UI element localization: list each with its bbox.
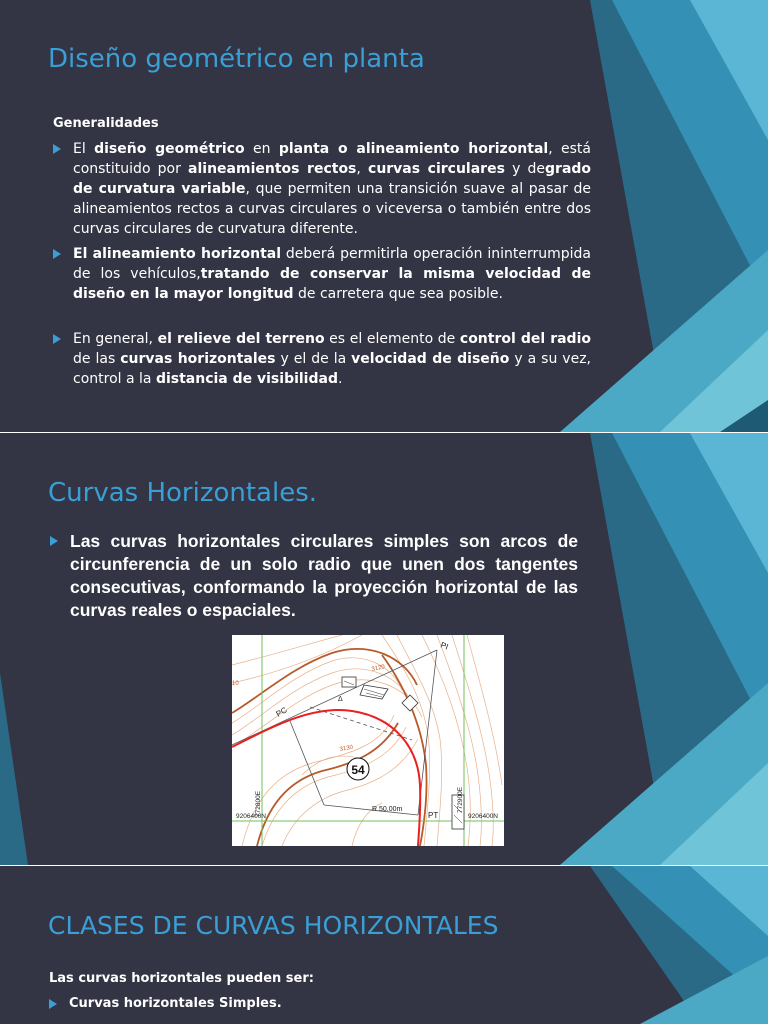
bullet-3-run-7: velocidad de diseño	[351, 351, 510, 367]
bullet-3-run-4: de las	[73, 351, 121, 367]
label-east-left: 772800E	[255, 790, 262, 817]
bullet-1-run-7: curvas circulares	[368, 161, 505, 177]
slide-1-subtitle: Generalidades	[53, 116, 159, 131]
label-east-right: 772900E	[457, 786, 464, 813]
slide-3	[0, 866, 768, 1024]
slide-3-item-1: Curvas horizontales Simples.	[69, 996, 282, 1011]
bullet-1-run-0: El	[73, 141, 95, 157]
bullet-2-run-2: tratando de conservar la misma velocidad de diseño en la mayor longitud	[73, 266, 591, 302]
bullet-1-run-4: , está constituido por	[73, 141, 591, 177]
slide-1	[0, 0, 768, 432]
slide-3-intro: Las curvas horizontales pueden ser:	[49, 971, 314, 986]
slide-2-bullet: Las curvas horizontales circulares simples son arcos de circunferencia de un solo radio que unen dos tangentes consecutivas, conformando la proyección horizontal de las curvas reales o espaciales.	[70, 531, 578, 620]
label-pt: PT	[428, 811, 439, 820]
bullet-3-run-0: En general,	[73, 331, 158, 347]
bullet-2-run-1: deberá permitirla operación ininterrumpida de los vehículos,	[73, 246, 591, 282]
slide-1-bullet-2	[73, 244, 591, 304]
bullet-icon	[53, 144, 61, 154]
bullet-2-run-0: El alineamiento horizontal	[73, 246, 282, 262]
bullet-3-run-9: distancia de visibilidad	[155, 371, 338, 387]
curve-number: 54	[351, 763, 365, 777]
slide-2-title: Curvas Horizontales.	[48, 478, 318, 508]
bullet-3-run-8: y a su vez, control a la	[73, 351, 592, 387]
bullet-3-run-2: es el elemento de	[324, 331, 460, 347]
slide-1-bullet-3	[73, 329, 591, 389]
label-contour-top: 3120	[371, 664, 386, 673]
label-pc: PC	[274, 705, 289, 719]
slide-1-title: Diseño geométrico en planta	[48, 44, 425, 74]
label-contour-left: 10	[232, 681, 239, 687]
label-north-right: 9206400N	[468, 813, 498, 820]
bullet-1-run-5: alineamientos rectos	[188, 161, 357, 177]
bullet-1-run-10: , que permiten una transición suave al pasar de alineamientos rectos a curvas circulares o viceversa o también entre dos curvas circulares de curvatura diferente.	[73, 181, 591, 237]
bullet-icon	[53, 249, 61, 259]
label-north-left: 9206400N	[236, 813, 266, 820]
label-delta: Δ	[338, 696, 343, 703]
label-pi: PI	[439, 640, 450, 652]
bullet-1-run-1: diseño geométrico	[94, 141, 245, 157]
bullet-3-run-3: control del radio	[459, 331, 591, 347]
bullet-icon	[50, 536, 58, 546]
bullet-1-run-3: planta o alineamiento horizontal	[278, 141, 549, 157]
bullet-1-run-8: y de	[504, 161, 546, 177]
bullet-1-run-2: en	[244, 141, 279, 157]
bullet-3-run-1: el relieve del terreno	[157, 331, 325, 347]
slide-1-bullet-1	[73, 139, 591, 239]
bullet-3-run-10: .	[337, 371, 343, 387]
label-contour-mid: 3130	[339, 744, 354, 753]
horizontal-curve-map	[232, 635, 504, 846]
slide-2	[0, 433, 768, 865]
bullet-1-run-6: ,	[356, 161, 369, 177]
bullet-1-run-9: grado de curvatura variable	[73, 161, 592, 197]
bullet-icon	[49, 999, 57, 1009]
bullet-3-run-6: y el de la	[275, 351, 352, 367]
label-radius: R 50.00m	[372, 806, 403, 813]
slide-3-title: CLASES DE CURVAS HORIZONTALES	[48, 911, 499, 940]
bullet-2-run-3: de carretera que sea posible.	[293, 286, 503, 302]
bullet-3-run-5: curvas horizontales	[120, 351, 276, 367]
bullet-icon	[53, 334, 61, 344]
